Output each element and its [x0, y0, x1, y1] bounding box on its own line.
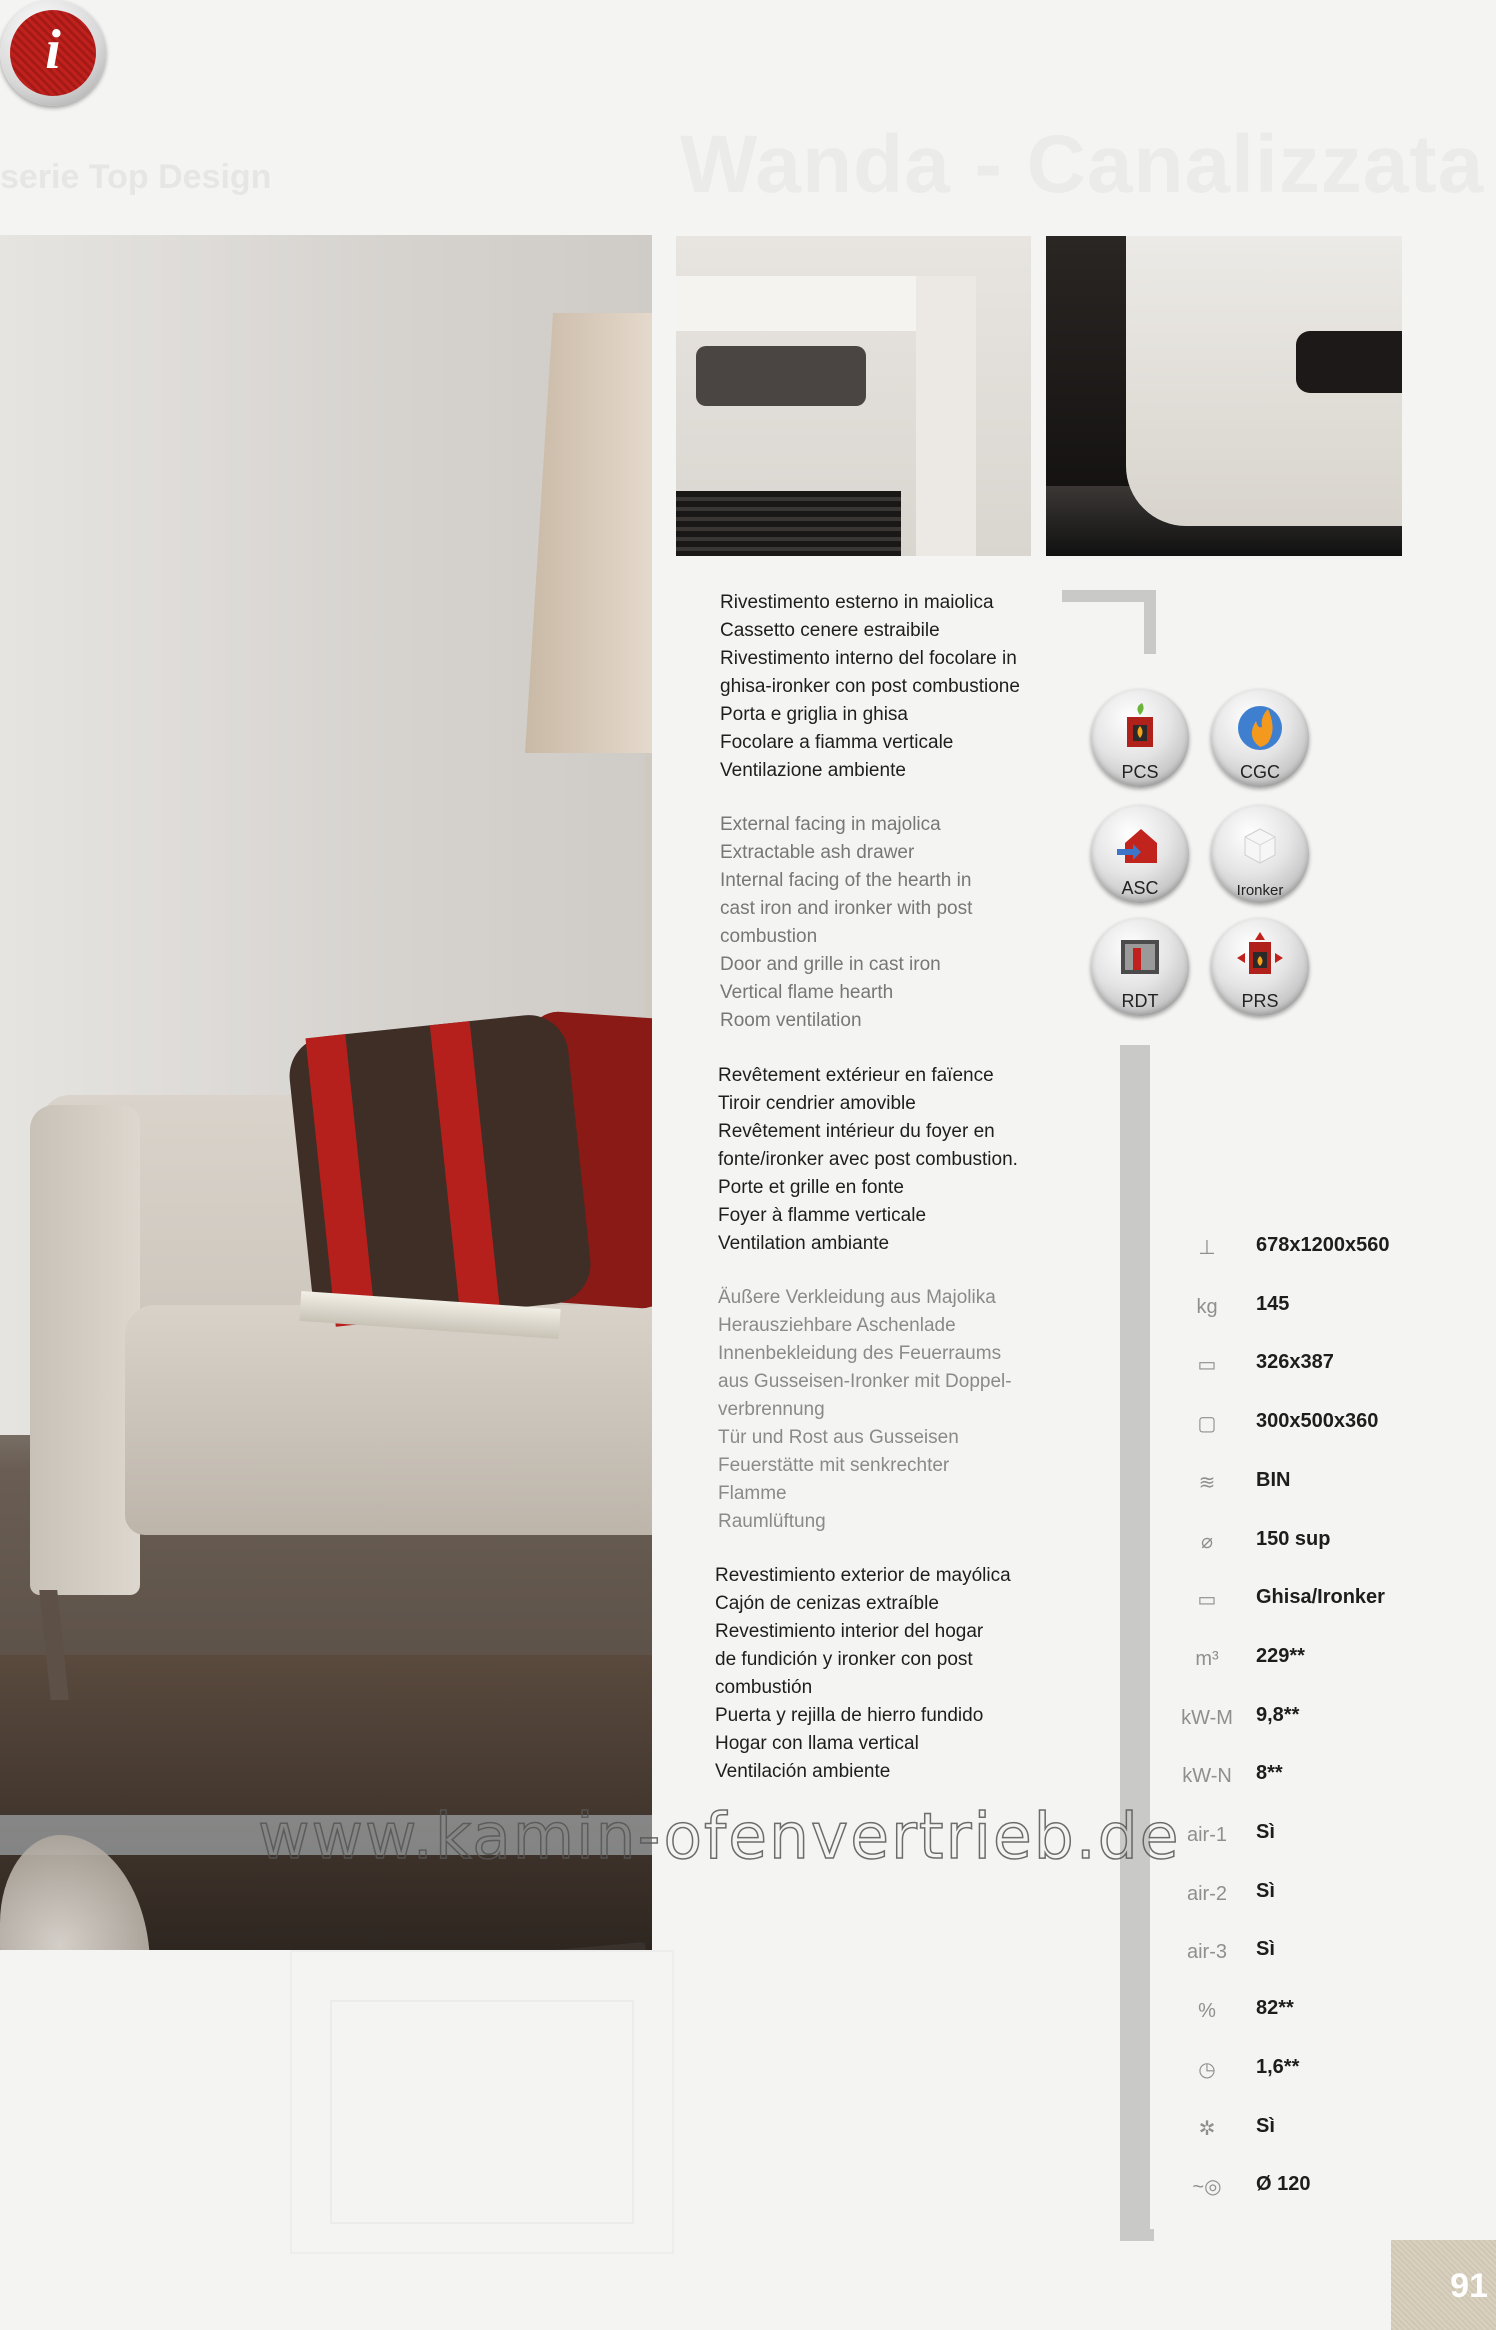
stove-base-detail-photo: [1046, 236, 1402, 556]
air-2-icon: air-2: [1186, 1882, 1227, 1905]
spec-value: Sì: [1256, 2114, 1275, 2137]
spec-row: [1170, 1698, 1430, 1738]
spec-value: Sì: [1256, 1821, 1275, 1843]
spec-value: 150 sup: [1256, 1527, 1331, 1550]
spec-value: 300x500x360: [1256, 1410, 1379, 1433]
bracket-decoration-spec-column: [1120, 1045, 1154, 2241]
asc-badge: ASC: [1091, 805, 1189, 903]
spec-row: [1170, 1991, 1430, 2031]
firebox-opening-icon: ▭: [1197, 1354, 1217, 1377]
outlet-duct-icon: ~◎: [1192, 2176, 1222, 2199]
description-german: Äußere Verkleidung aus Majolika Herausziehbare Aschenlade Innenbekleidung des Feuerraums aus Gusseisen-Ironker mit Doppel- verbrennung Tür und Rost aus Gusseisen Feuerstätte mit senkrechter Flamme Raumlüftung: [718, 1287, 1012, 1532]
efficiency-icon: %: [1198, 2000, 1216, 2023]
spec-value: Ø 120: [1256, 2173, 1311, 2196]
striped-pillow: [286, 1011, 595, 1329]
spec-value: Sì: [1256, 1938, 1275, 1961]
spec-row: [1170, 2109, 1430, 2149]
ironker-block-icon: [1235, 819, 1285, 869]
spec-value: BIN: [1256, 1468, 1291, 1491]
house-arrow-icon: [1115, 819, 1165, 869]
spec-value: 678x1200x560: [1256, 1234, 1390, 1256]
product-title: Wanda - Canalizzata: [680, 119, 1485, 210]
spec-value: 8**: [1256, 1762, 1283, 1785]
heated-volume-icon: m³: [1195, 1647, 1219, 1670]
bracket-decoration-top: [1062, 590, 1156, 654]
technical-drawing-ghost-inner: [330, 2000, 634, 2224]
spec-row: [1170, 1580, 1430, 1620]
air-3-icon: air-3: [1186, 1941, 1227, 1964]
website-watermark: www.kamin-ofenvertrieb.de: [258, 1800, 1181, 1873]
spec-value: 9,8**: [1256, 1703, 1300, 1726]
flue-diameter-icon: ⌀: [1200, 1530, 1214, 1553]
description-spanish: Revestimiento exterior de mayólica Cajón de cenizas extraíble Revestimiento interior del hogar de fundición y ironker con post combustión Puerta y rejilla de hierro fundido Hogar con llama vertical Ventilación ambiente: [715, 1565, 1011, 1782]
spec-row: [1170, 1874, 1430, 1914]
power-max-icon: kW-M: [1181, 1706, 1233, 1729]
page-number-tab: [1391, 2240, 1496, 2330]
fuel-wood-icon: ≋: [1198, 1471, 1216, 1494]
power-nominal-icon: kW-N: [1182, 1765, 1232, 1788]
door-seal-icon: [1115, 932, 1165, 982]
spec-value: 1,6**: [1256, 2055, 1300, 2078]
spec-row: [1170, 1463, 1430, 1503]
spec-value: 145: [1256, 1292, 1290, 1315]
spec-row: [1170, 1345, 1430, 1385]
spec-row: [1170, 1639, 1430, 1679]
fan-icon: ✲: [1198, 2117, 1216, 2140]
description-english: External facing in majolica Extractable ash drawer Internal facing of the hearth in cast iron and ironker with post combustion Door and grille in cast iron Vertical flame hearth Room ventilation: [720, 814, 973, 1031]
flame-icon: [1235, 703, 1285, 753]
ironker-badge: Ironker: [1211, 805, 1309, 903]
description-french: Revêtement extérieur en faïence Tiroir cendrier amovible Revêtement intérieur du foyer en fonte/ironker avec post combustion. Porte et grille en fonte Foyer à flamme verticale Ventilation ambiante: [718, 1065, 1018, 1254]
stove-leaf-icon: [1115, 703, 1165, 753]
pcs-badge: PCS: [1091, 689, 1189, 787]
spec-row: [1170, 1932, 1430, 1972]
dimensions-icon: ⊥: [1198, 1237, 1216, 1259]
spec-value: 229**: [1256, 1644, 1305, 1667]
spec-row: [1170, 1815, 1430, 1855]
spec-row: [1170, 1228, 1430, 1268]
spec-value: Ghisa/Ironker: [1256, 1586, 1385, 1609]
stove-top-detail-photo: [676, 236, 1031, 556]
stove-arrows-icon: [1235, 932, 1285, 982]
spec-row: [1170, 1756, 1430, 1796]
spec-row: [1170, 2050, 1430, 2090]
spec-row: [1170, 1404, 1430, 1444]
air-1-icon: air-1: [1186, 1824, 1227, 1846]
prs-badge: PRS: [1211, 918, 1309, 1016]
info-icon: i: [0, 0, 106, 106]
description-italian: Rivestimento esterno in maiolica Cassetto cenere estraibile Rivestimento interno del focolare in ghisa-ironker con post combustione Porta e griglia in ghisa Focolare a fiamma verticale Ventilazione ambiente: [720, 592, 1020, 781]
series-label: serie Top Design: [0, 158, 272, 196]
spec-row: [1170, 2167, 1430, 2207]
rdt-badge: RDT: [1091, 918, 1189, 1016]
cgc-badge: CGC: [1211, 689, 1309, 787]
spec-value: 326x387: [1256, 1351, 1334, 1374]
firebox-volume-icon: ▢: [1197, 1413, 1217, 1436]
sofa-seat: [125, 1305, 652, 1535]
spec-value: 82**: [1256, 1997, 1294, 2020]
living-room-photo: [0, 235, 652, 1950]
sofa-arm: [30, 1105, 140, 1595]
spec-value: Sì: [1256, 1879, 1275, 1902]
firebox-material-icon: ▭: [1197, 1589, 1217, 1612]
page-number: 91: [1450, 2267, 1488, 2305]
consumption-icon: ◷: [1198, 2058, 1216, 2081]
spec-row: [1170, 1522, 1430, 1562]
weight-icon: kg: [1196, 1295, 1218, 1318]
spec-row: [1170, 1287, 1430, 1327]
